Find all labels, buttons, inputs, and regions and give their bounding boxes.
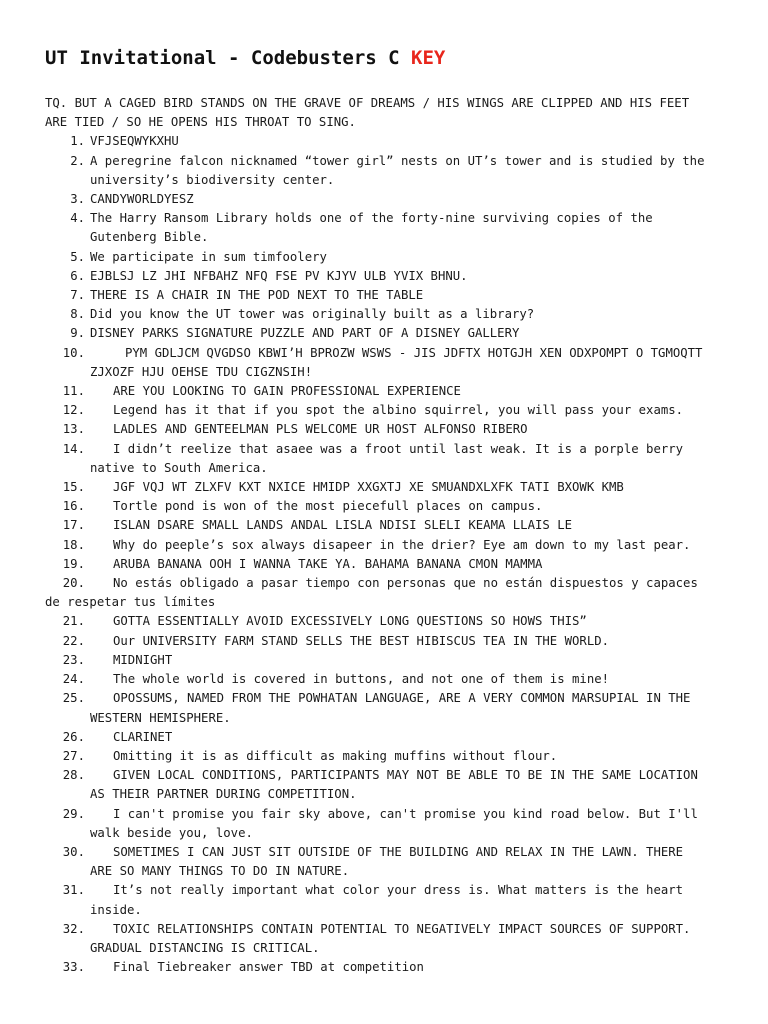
- answer-item: [45, 555, 735, 574]
- answer-item: [45, 401, 735, 420]
- answer-number: 23.: [62, 652, 85, 667]
- answer-text-continued: GRADUAL DISTANCING IS CRITICAL.: [90, 940, 320, 955]
- answer-text: DISNEY PARKS SIGNATURE PUZZLE AND PART OF A DISNEY GALLERY: [90, 326, 520, 341]
- answer-text: Final Tiebreaker answer TBD at competition: [113, 960, 424, 975]
- answer-text: The Harry Ransom Library holds one of the forty-nine surviving copies of the: [90, 211, 653, 226]
- answer-item: [45, 324, 735, 343]
- answer-number: 17.: [62, 518, 85, 533]
- answer-number: 31.: [62, 883, 85, 898]
- answer-number: 16.: [62, 499, 85, 514]
- answer-text: SOMETIMES I CAN JUST SIT OUTSIDE OF THE BUILDING AND RELAX IN THE LAWN. THERE: [113, 844, 684, 859]
- answer-text: CANDYWORLDYESZ: [90, 192, 194, 207]
- answer-number: 2.: [70, 153, 85, 168]
- document-body: [45, 94, 735, 977]
- answer-number: 9.: [70, 326, 85, 341]
- answer-item: [45, 132, 735, 151]
- answer-number: 30.: [62, 844, 85, 859]
- answer-item: [45, 497, 735, 516]
- answer-text-continued: Gutenberg Bible.: [90, 230, 209, 245]
- answer-number: 4.: [70, 211, 85, 226]
- page-title: [45, 47, 445, 69]
- answer-text: ISLAN DSARE SMALL LANDS ANDAL LISLA NDISI SLELI KEAMA LLAIS LE: [113, 518, 573, 533]
- answer-item: [45, 651, 735, 670]
- answer-number: 33.: [62, 960, 85, 975]
- answer-text: ARUBA BANANA OOH I WANNA TAKE YA. BAHAMA BANANA CMON MAMMA: [113, 556, 543, 571]
- answer-number: 32.: [62, 921, 85, 936]
- answer-text: MIDNIGHT: [113, 652, 173, 667]
- answer-number: 18.: [62, 537, 85, 552]
- answer-item: [45, 670, 735, 689]
- answer-number: 3.: [70, 192, 85, 207]
- answer-text-continued: university’s biodiversity center.: [90, 172, 335, 187]
- answer-text: Tortle pond is won of the most piecefull places on campus.: [113, 499, 543, 514]
- answer-text: GIVEN LOCAL CONDITIONS, PARTICIPANTS MAY NOT BE ABLE TO BE IN THE SAME LOCATION: [113, 768, 698, 783]
- answer-text: The whole world is covered in buttons, and not one of them is mine!: [113, 672, 610, 687]
- answer-number: 25.: [62, 691, 85, 706]
- answer-item: [45, 248, 735, 267]
- answer-text-continued: WESTERN HEMISPHERE.: [90, 710, 231, 725]
- answer-item: [45, 478, 735, 497]
- answer-number: 13.: [62, 422, 85, 437]
- answer-text-continued: walk beside you, love.: [90, 825, 253, 840]
- answer-text: Legend has it that if you spot the albino squirrel, you will pass your exams.: [113, 403, 684, 418]
- answer-text-continued: de respetar tus límites: [45, 595, 216, 610]
- answer-text: Did you know the UT tower was originally built as a library?: [90, 307, 535, 322]
- answer-number: 6.: [70, 268, 85, 283]
- answer-text: LADLES AND GENTEELMAN PLS WELCOME UR HOST ALFONSO RIBERO: [113, 422, 528, 437]
- title-key-label: KEY: [411, 47, 446, 69]
- answer-list: [45, 132, 735, 977]
- answer-item: [45, 766, 735, 804]
- tq-line-2: ARE TIED / SO HE OPENS HIS THROAT TO SING.: [45, 115, 356, 130]
- answer-item: [45, 632, 735, 651]
- answer-item: [45, 958, 735, 977]
- answer-number: 15.: [62, 480, 85, 495]
- answer-text: GOTTA ESSENTIALLY AVOID EXCESSIVELY LONG QUESTIONS SO HOWS THIS”: [113, 614, 587, 629]
- answer-text: A peregrine falcon nicknamed “tower girl” nests on UT’s tower and is studied by the: [90, 153, 705, 168]
- answer-number: 12.: [62, 403, 85, 418]
- answer-item: [45, 152, 735, 190]
- answer-number: 20.: [62, 576, 85, 591]
- answer-text: PYM GDLJCM QVGDSO KBWI’H BPROZW WSWS - JIS JDFTX HOTGJH XEN ODXPOMPT O TGMOQTT: [125, 345, 703, 360]
- answer-text: TOXIC RELATIONSHIPS CONTAIN POTENTIAL TO NEGATIVELY IMPACT SOURCES OF SUPPORT.: [113, 921, 691, 936]
- answer-item: [45, 286, 735, 305]
- answer-number: 22.: [62, 633, 85, 648]
- answer-number: 27.: [62, 748, 85, 763]
- answer-text: EJBLSJ LZ JHI NFBAHZ NFQ FSE PV KJYV ULB YVIX BHNU.: [90, 268, 468, 283]
- answer-item: [45, 420, 735, 439]
- answer-text: JGF VQJ WT ZLXFV KXT NXICE HMIDP XXGXTJ XE SMUANDXLXFK TATI BXOWK KMB: [113, 480, 624, 495]
- answer-text-continued: ARE SO MANY THINGS TO DO IN NATURE.: [90, 864, 350, 879]
- answer-number: 26.: [62, 729, 85, 744]
- answer-item: [45, 612, 735, 631]
- answer-text: OPOSSUMS, NAMED FROM THE POWHATAN LANGUAGE, ARE A VERY COMMON MARSUPIAL IN THE: [113, 691, 691, 706]
- answer-number: 8.: [70, 307, 85, 322]
- answer-text: CLARINET: [113, 729, 173, 744]
- answer-item: [45, 440, 735, 478]
- answer-item: [45, 689, 735, 727]
- answer-item: [45, 728, 735, 747]
- answer-number: 29.: [62, 806, 85, 821]
- answer-item: [45, 190, 735, 209]
- answer-text-continued: ZJXOZF HJU OEHSE TDU CIGZNSIH!: [90, 364, 313, 379]
- answer-item: [45, 574, 735, 612]
- answer-item: [45, 805, 735, 843]
- answer-number: 19.: [62, 556, 85, 571]
- answer-item: [45, 382, 735, 401]
- answer-text: I didn’t reelize that asaee was a froot until last weak. It is a porple berry: [113, 441, 684, 456]
- answer-text: VFJSEQWYKXHU: [90, 134, 179, 149]
- answer-text: We participate in sum timfoolery: [90, 249, 327, 264]
- tq-line-1: TQ. BUT A CAGED BIRD STANDS ON THE GRAVE OF DREAMS / HIS WINGS ARE CLIPPED AND HIS FEET: [45, 96, 690, 110]
- answer-text: Our UNIVERSITY FARM STAND SELLS THE BEST HIBISCUS TEA IN THE WORLD.: [113, 633, 610, 648]
- answer-text: THERE IS A CHAIR IN THE POD NEXT TO THE TABLE: [90, 288, 424, 303]
- answer-item: [45, 516, 735, 535]
- answer-item: [45, 843, 735, 881]
- answer-item: [45, 920, 735, 958]
- answer-item: [45, 747, 735, 766]
- answer-number: 14.: [62, 441, 85, 456]
- answer-item: [45, 209, 735, 247]
- answer-number: 7.: [70, 288, 85, 303]
- title-text: UT Invitational - Codebusters C: [45, 47, 412, 69]
- answer-item: [45, 344, 735, 382]
- answer-text: Omitting it is as difficult as making muffins without flour.: [113, 748, 558, 763]
- answer-text-continued: native to South America.: [90, 460, 268, 475]
- timed-question: [45, 94, 735, 132]
- answer-item: [45, 305, 735, 324]
- answer-text-continued: inside.: [90, 902, 142, 917]
- answer-item: [45, 881, 735, 919]
- answer-item: [45, 267, 735, 286]
- answer-number: 10.: [62, 345, 85, 360]
- answer-text-continued: AS THEIR PARTNER DURING COMPETITION.: [90, 787, 357, 802]
- answer-text: It’s not really important what color your dress is. What matters is the heart: [113, 883, 684, 898]
- answer-item: [45, 536, 735, 555]
- answer-number: 24.: [62, 672, 85, 687]
- answer-text: I can't promise you fair sky above, can't promise you kind road below. But I'll: [113, 806, 698, 821]
- answer-number: 11.: [62, 384, 85, 399]
- answer-number: 1.: [70, 134, 85, 149]
- answer-text: Why do peeple’s sox always disapeer in the drier? Eye am down to my last pear.: [113, 537, 691, 552]
- answer-number: 28.: [62, 768, 85, 783]
- answer-number: 21.: [62, 614, 85, 629]
- answer-number: 5.: [70, 249, 85, 264]
- answer-text: ARE YOU LOOKING TO GAIN PROFESSIONAL EXPERIENCE: [113, 384, 461, 399]
- answer-text: No estás obligado a pasar tiempo con personas que no están dispuestos y capaces: [113, 576, 698, 591]
